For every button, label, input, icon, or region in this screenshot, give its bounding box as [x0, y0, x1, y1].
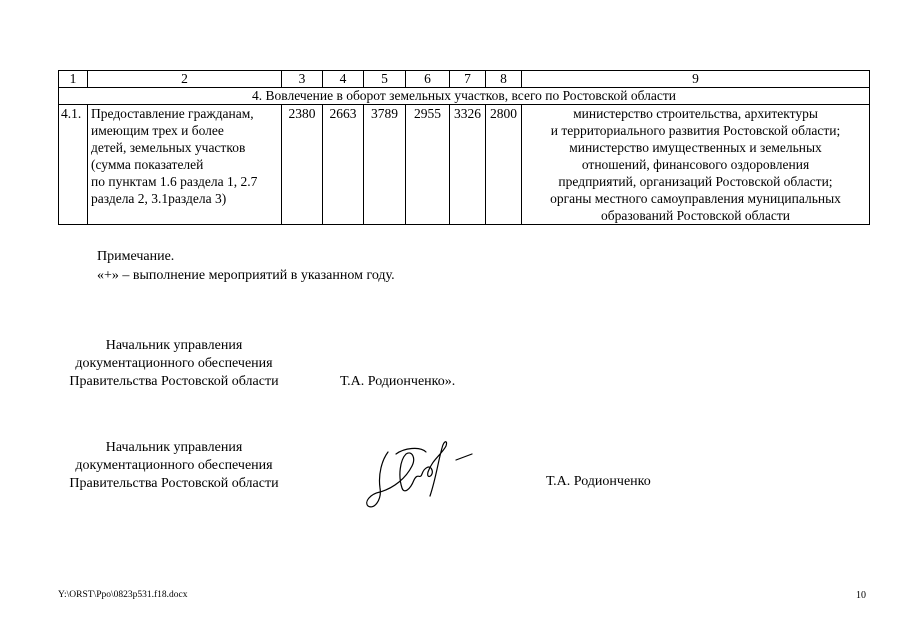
note-title: Примечание. [97, 249, 175, 264]
description-line: раздела 2, 3.1раздела 3) [91, 191, 227, 206]
footer-file-path: Y:\ORST\Ppo\0823p531.f18.docx [58, 590, 188, 600]
responsible-line: министерство имущественных и земельных [569, 140, 822, 155]
value-cell: 3326 [450, 105, 486, 225]
description-line: Предоставление гражданам, [91, 106, 254, 121]
row-number: 4.1. [59, 105, 88, 225]
header-cell: 5 [364, 71, 406, 88]
signature2-title-line: Правительства Ростовской области [69, 476, 279, 491]
measures-table [58, 70, 870, 225]
value-cell: 2955 [406, 105, 450, 225]
header-cell: 8 [486, 71, 522, 88]
page-number: 10 [856, 590, 866, 601]
responsible-line: и территориального развития Ростовской области; [550, 123, 841, 138]
note-text: «+» – выполнение мероприятий в указанном году. [97, 268, 395, 283]
responsible-line: органы местного самоуправления муниципальных [550, 191, 841, 206]
signature1-title-line: Начальник управления [105, 338, 243, 353]
header-cell: 3 [282, 71, 323, 88]
signature2-title [58, 439, 290, 493]
header-cell: 7 [450, 71, 486, 88]
responsible-line: отношений, финансового оздоровления [581, 157, 810, 172]
signature1-title-line: документационного обеспечения [75, 356, 273, 371]
signature2-title-line: Начальник управления [105, 440, 243, 455]
table-header-row [59, 71, 870, 88]
responsible-line: министерство строительства, архитектуры [573, 106, 818, 121]
section-title: 4. Вовлечение в оборот земельных участков, всего по Ростовской области [59, 88, 870, 105]
value-cell: 3789 [364, 105, 406, 225]
value-cell: 2380 [282, 105, 323, 225]
responsible-line: предприятий, организаций Ростовской области; [558, 174, 833, 189]
row-description [88, 105, 282, 225]
section-row [59, 88, 870, 105]
signature1-title-line: Правительства Ростовской области [69, 374, 279, 389]
description-line: имеющим трех и более [91, 123, 224, 138]
header-cell: 9 [522, 71, 870, 88]
handwritten-signature [360, 430, 480, 520]
signature2-title-line: документационного обеспечения [75, 458, 273, 473]
value-cell: 2663 [323, 105, 364, 225]
signature2-name: Т.А. Родионченко [546, 474, 651, 489]
header-cell: 2 [88, 71, 282, 88]
description-line: (сумма показателей [91, 157, 204, 172]
note-block [97, 247, 395, 285]
signature1-title [58, 337, 290, 391]
value-cell: 2800 [486, 105, 522, 225]
table-row [59, 105, 870, 225]
description-line: по пунктам 1.6 раздела 1, 2.7 [91, 174, 258, 189]
header-cell: 4 [323, 71, 364, 88]
signature1-name: Т.А. Родионченко». [340, 374, 456, 389]
header-cell: 1 [59, 71, 88, 88]
responsible-line: образований Ростовской области [601, 208, 790, 223]
description-line: детей, земельных участков [91, 140, 246, 155]
row-responsible [522, 105, 870, 225]
header-cell: 6 [406, 71, 450, 88]
